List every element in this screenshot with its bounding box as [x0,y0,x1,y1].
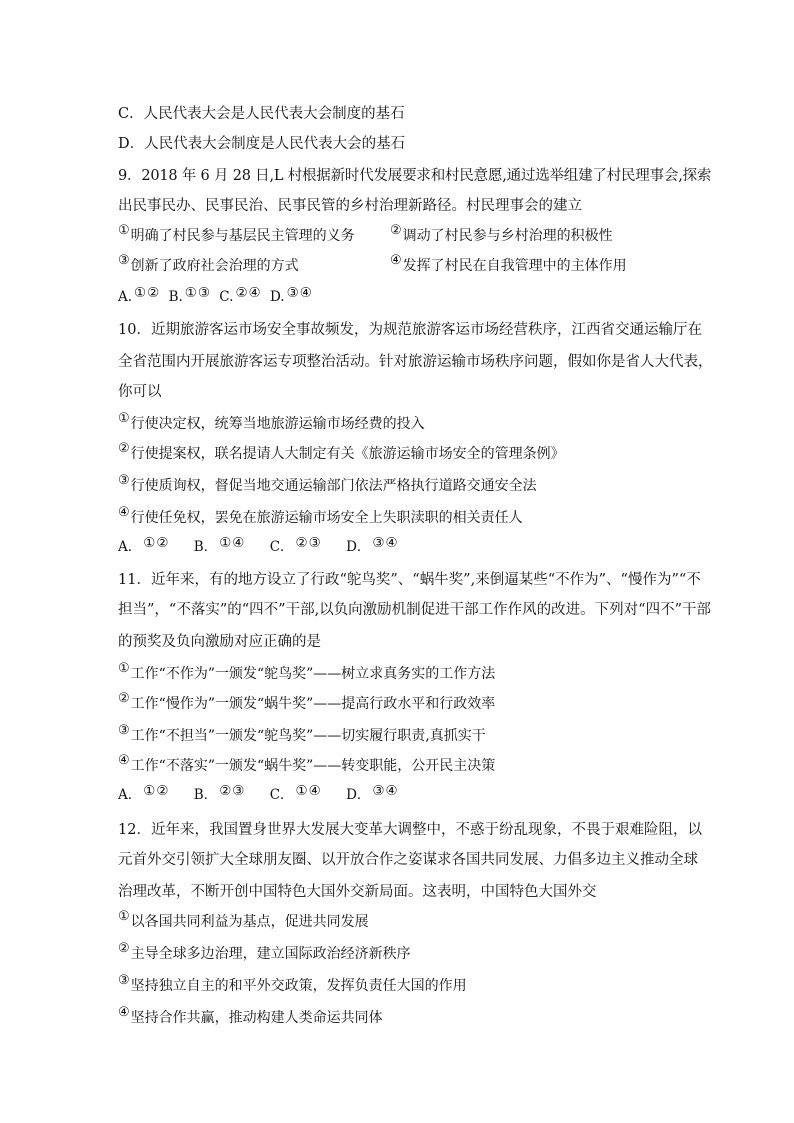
q12-option-4-marker: ④ [118,1005,130,1020]
q11-stem-line3: 的预奖及负向激励对应正确的是 [118,634,321,650]
q11-option-1 [118,661,496,685]
q11-option-3 [118,723,486,747]
q12-stem-line1: 12．近年来，我国置身世界大发展大变革大调整中，不惑于纷乱现象，不畏于艰难险阻，以 [118,822,702,838]
q10-answer-choices [118,535,399,556]
q9-option-2-text: 调动了村民参与乡村治理的积极性 [402,228,613,244]
q11-choice-a-label: A． [118,787,142,803]
q11-option-4 [118,753,496,777]
q10-option-3-marker: ③ [118,473,130,488]
q10-choice-a-value: ①② [143,535,170,551]
q12-option-1-marker: ① [118,909,130,924]
q9-choice-c-value: ②④ [235,285,262,301]
q11-choice-b-value: ②③ [219,783,246,799]
q10-choice-b-label: B． [193,539,218,555]
q12-option-2-text: 主导全球多边治理，建立国际政治经济新秩序 [130,946,411,962]
q9-option-2-marker: ② [390,223,402,238]
q11-choice-b-label: B． [193,787,218,803]
q10-option-3-text: 行使质询权，督促当地交通运输部门依法严格执行道路交通安全法 [130,478,537,494]
q10-choice-b-value: ①④ [219,535,246,551]
q10-choice-c-label: C． [269,539,294,555]
q10-option-2-text: 行使提案权，联名提请人大制定有关《旅游运输市场安全的管理条例》 [130,446,565,462]
q9-option-1-text: 明确了村民参与基层民主管理的义务 [130,228,355,244]
q10-stem-line2: 全省范围内开展旅游客运专项整治活动。针对旅游运输市场秩序问题，假如你是省人大代表， [118,354,713,370]
q11-stem-line2: 担当”，“不落实”的“四不”干部,以负向激励机制促进干部工作作风的改进。下列对“四不”干部 [118,602,711,618]
q11-option-2-text: 工作“慢作为”一颁发“蜗牛奖”——提高行政水平和行政效率 [130,696,496,712]
q10-option-1-marker: ① [118,411,130,426]
q12-option-1-text: 以各国共同利益为基点，促进共同发展 [130,914,369,930]
q9-choice-d-value: ③④ [286,285,313,301]
q8-option-c: C．人民代表大会是人民代表大会制度的基石 [118,106,405,122]
q9-option-4-text: 发挥了村民在自我管理中的主体作用 [402,258,627,274]
q10-option-4-text: 行使任免权，罢免在旅游运输市场安全上失职渎职的相关责任人 [130,510,523,526]
q9-option-2 [390,223,613,247]
q11-choice-c-value: ①④ [295,783,322,799]
q9-choice-d-label: D. [269,289,285,305]
q10-option-2-marker: ② [118,441,130,456]
q9-choice-a-value: ①② [134,285,161,301]
q11-choice-d-value: ③④ [372,783,399,799]
q11-option-2 [118,691,496,715]
q11-stem-line1: 11．近年来，有的地方设立了行政“鸵鸟奖”、“蜗牛奖”,来倒逼某些“不作为”、“慢作为”“不 [118,572,701,588]
q8-option-d: D．人民代表大会制度是人民代表大会的基石 [118,136,406,152]
q10-option-1 [118,411,425,435]
q10-choice-d-label: D． [346,539,371,555]
q10-choice-c-value: ②③ [295,535,322,551]
q10-option-3 [118,473,537,497]
q12-option-3-text: 坚持独立自主的和平外交政策，发挥负责任大国的作用 [130,978,467,994]
q9-answer-choices [118,285,313,306]
q10-choice-d-value: ③④ [372,535,399,551]
q12-option-3 [118,973,467,997]
q11-option-2-marker: ② [118,691,130,706]
q9-option-3-text: 创新了政府社会治理的方式 [130,258,299,274]
q11-option-4-text: 工作“不落实”一颁发“蜗牛奖”——转变职能，公开民主决策 [130,758,496,774]
q10-stem-line3: 你可以 [118,384,162,400]
q11-option-4-marker: ④ [118,753,130,768]
q9-option-4-marker: ④ [390,253,402,268]
q9-option-3-marker: ③ [118,253,130,268]
q9-stem-line1: 9．2018 年 6 月 28 日,L 村根据新时代发展要求和村民意愿,通过选举组建了村民理事会,探索 [118,168,712,184]
q9-stem-line2: 出民事民办、民事民治、民事民管的乡村治理新路径。村民理事会的建立 [118,198,582,214]
q11-option-3-marker: ③ [118,723,130,738]
q9-option-1-marker: ① [118,223,130,238]
q10-option-4-marker: ④ [118,505,130,520]
q12-option-3-marker: ③ [118,973,130,988]
q11-option-3-text: 工作“不担当”一颁发“鸵鸟奖”——切实履行职责,真抓实干 [130,728,486,744]
q9-choice-a-label: A. [118,289,133,305]
q10-option-4 [118,505,523,529]
q9-choice-c-label: C. [219,289,234,305]
q9-option-4 [390,253,627,277]
q12-option-2 [118,941,411,965]
q9-choice-b-label: B. [168,289,183,305]
q11-choice-c-label: C． [269,787,294,803]
q12-option-4-text: 坚持合作共赢，推动构建人类命运共同体 [130,1010,383,1026]
q12-option-4 [118,1005,383,1029]
q11-choice-d-label: D． [346,787,371,803]
q10-option-2 [118,441,565,465]
q9-option-3 [118,253,299,277]
q12-stem-line2: 元首外交引领扩大全球朋友圈、以开放合作之姿谋求各国共同发展、力倡多边主义推动全球 [118,852,698,868]
q12-option-2-marker: ② [118,941,130,956]
q12-option-1 [118,909,369,933]
q10-choice-a-label: A． [118,539,142,555]
q11-answer-choices [118,783,399,804]
q9-option-1 [118,223,355,247]
q11-option-1-text: 工作“不作为”一颁发“鸵鸟奖”——树立求真务实的工作方法 [130,666,496,682]
q10-stem-line1: 10．近期旅游客运市场安全事故频发，为规范旅游客运市场经营秩序，江西省交通运输厅在 [118,322,702,338]
q12-stem-line3: 治理改革，不断开创中国特色大国外交新局面。这表明，中国特色大国外交 [118,884,597,900]
q11-choice-a-value: ①② [143,783,170,799]
q10-option-1-text: 行使决定权，统筹当地旅游运输市场经费的投入 [130,416,425,432]
q9-choice-b-value: ①③ [184,285,211,301]
q11-option-1-marker: ① [118,661,130,676]
